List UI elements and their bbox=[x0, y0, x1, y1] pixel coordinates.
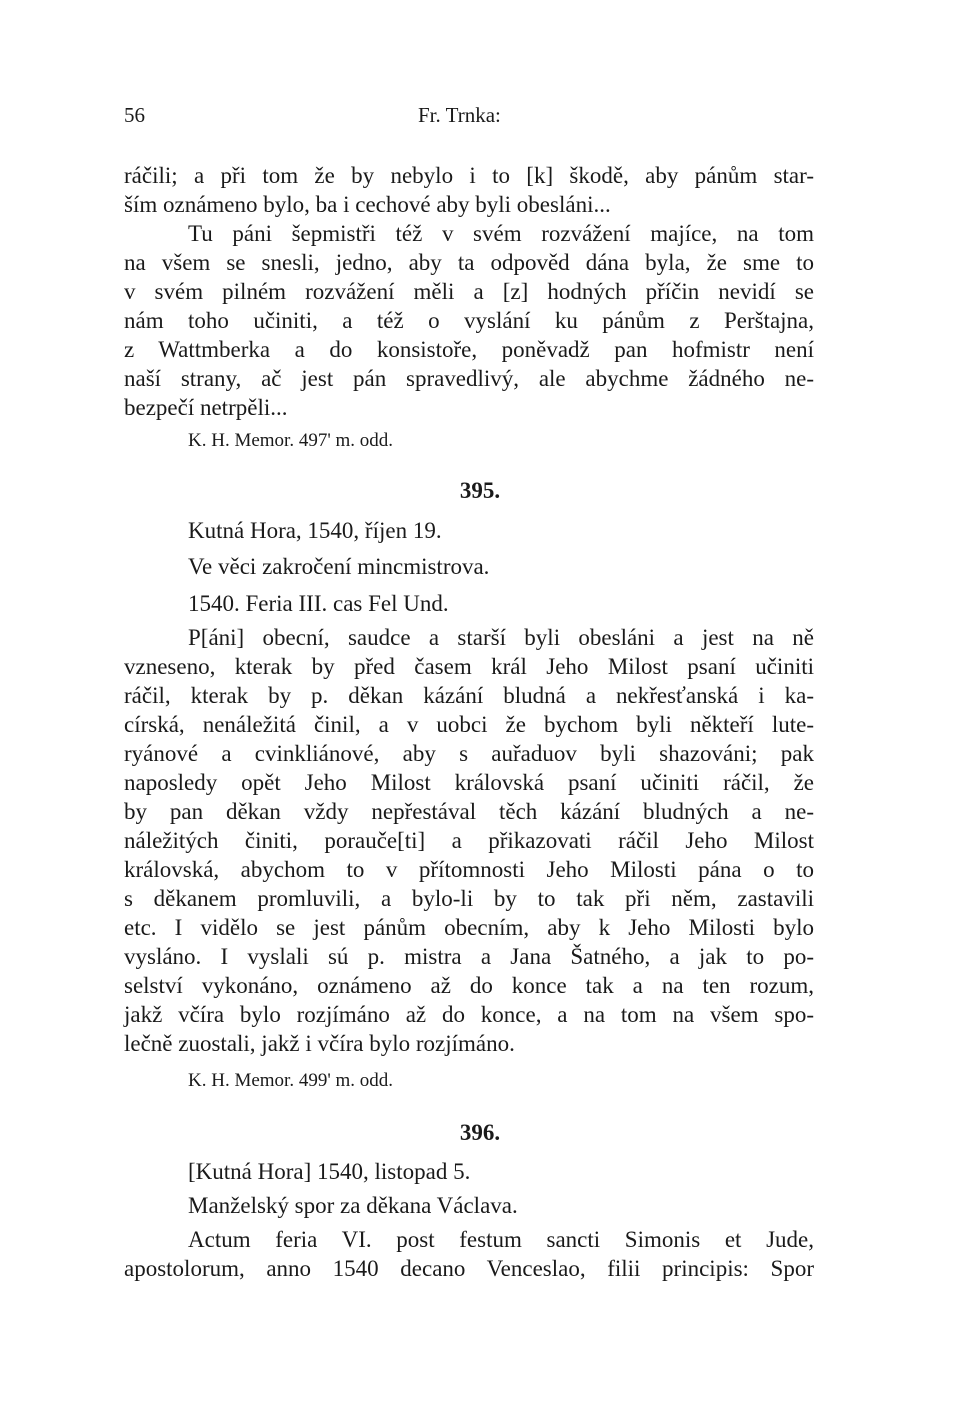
text-line: nám toho učiniti, a též o vyslání ku pánům z Perštajna, bbox=[124, 308, 814, 333]
text-line: bezpečí netrpěli... bbox=[124, 395, 288, 420]
text-line: na všem se snesli, jedno, aby ta odpověd dána byla, že sme to bbox=[124, 250, 814, 275]
document-subject: Manželský spor za děkana Václava. bbox=[188, 1193, 518, 1218]
text-line: by pan děkan vždy nepřestával těch kázání bludných a ne- bbox=[124, 799, 814, 824]
text-line: vzneseno, kterak by před časem král Jeho Milost psaní učiniti bbox=[124, 654, 814, 679]
text-line: naposledy opět Jeho Milost královská psaní učiniti ráčil, že bbox=[124, 770, 814, 795]
text-line: naší strany, ač jest pán spravedlivý, ale abychme žádného ne- bbox=[124, 366, 814, 391]
text-line: ráčili; a při tom že by nebylo i to [k] škodě, aby pánům star- bbox=[124, 163, 814, 188]
document-number: 396. bbox=[459, 1120, 501, 1145]
text-line: círská, nenáležitá činil, a v uobci že bychom byli někteří lute- bbox=[124, 712, 814, 737]
text-line: královská, abychom to v přítomnosti Jeho Milosti pána o to bbox=[124, 857, 814, 882]
text-line: etc. I vidělo se jest pánům obecním, aby k Jeho Milosti bylo bbox=[124, 915, 814, 940]
running-head-title: Fr. Trnka: bbox=[418, 103, 501, 127]
page-number: 56 bbox=[124, 103, 145, 127]
place-date: [Kutná Hora] 1540, listopad 5. bbox=[188, 1159, 471, 1184]
text-line: ráčil, kterak by p. děkan kázání bludná a nekřesťanská i ka- bbox=[124, 683, 814, 708]
text-line: ryánové a cvinkliánové, aby s auřaduov byli shazováni; pak bbox=[124, 741, 814, 766]
text-line: lečně zuostali, jakž i včíra bylo rozjímáno. bbox=[124, 1031, 515, 1056]
text-line: apostolorum, anno 1540 decano Venceslao, filii principis: Spor bbox=[124, 1256, 814, 1281]
source-reference: K. H. Memor. 497' m. odd. bbox=[188, 430, 394, 451]
text-line: selství vykonáno, oznámeno až do konce tak a na ten rozum, bbox=[124, 973, 814, 998]
text-line: jakž včíra bylo rozjímáno až do konce, a na tom na všem spo- bbox=[124, 1002, 814, 1027]
text-line: P[áni] obecní, saudce a starší byli obesláni a jest na ně bbox=[188, 625, 814, 650]
document-subject: Ve věci zakročení mincmistrova. bbox=[188, 554, 490, 579]
text-line: s děkanem promluvili, a bylo-li by to tak při něm, zastavili bbox=[124, 886, 814, 911]
text-line: z Wattmberka a do konsistoře, poněvadž pan hofmistr není bbox=[124, 337, 814, 362]
text-line: Actum feria VI. post festum sancti Simonis et Jude, bbox=[188, 1227, 814, 1252]
place-date: Kutná Hora, 1540, říjen 19. bbox=[188, 518, 442, 543]
date-line: 1540. Feria III. cas Fel Und. bbox=[188, 591, 449, 616]
document-number: 395. bbox=[459, 478, 501, 503]
text-line: ším oznámeno bylo, ba i cechové aby byli obesláni... bbox=[124, 192, 611, 217]
text-line: náležitých činiti, porauče[ti] a přikazovati ráčil Jeho Milost bbox=[124, 828, 814, 853]
source-reference: K. H. Memor. 499' m. odd. bbox=[188, 1070, 394, 1091]
text-line: vysláno. I vyslali sú p. mistra a Jana Šatného, a jak to po- bbox=[124, 944, 814, 969]
text-line: v svém pilném rozvážení měli a [z] hodných příčin nevidí se bbox=[124, 279, 814, 304]
text-line: Tu páni šepmistři též v svém rozvážení majíce, na tom bbox=[188, 221, 814, 246]
